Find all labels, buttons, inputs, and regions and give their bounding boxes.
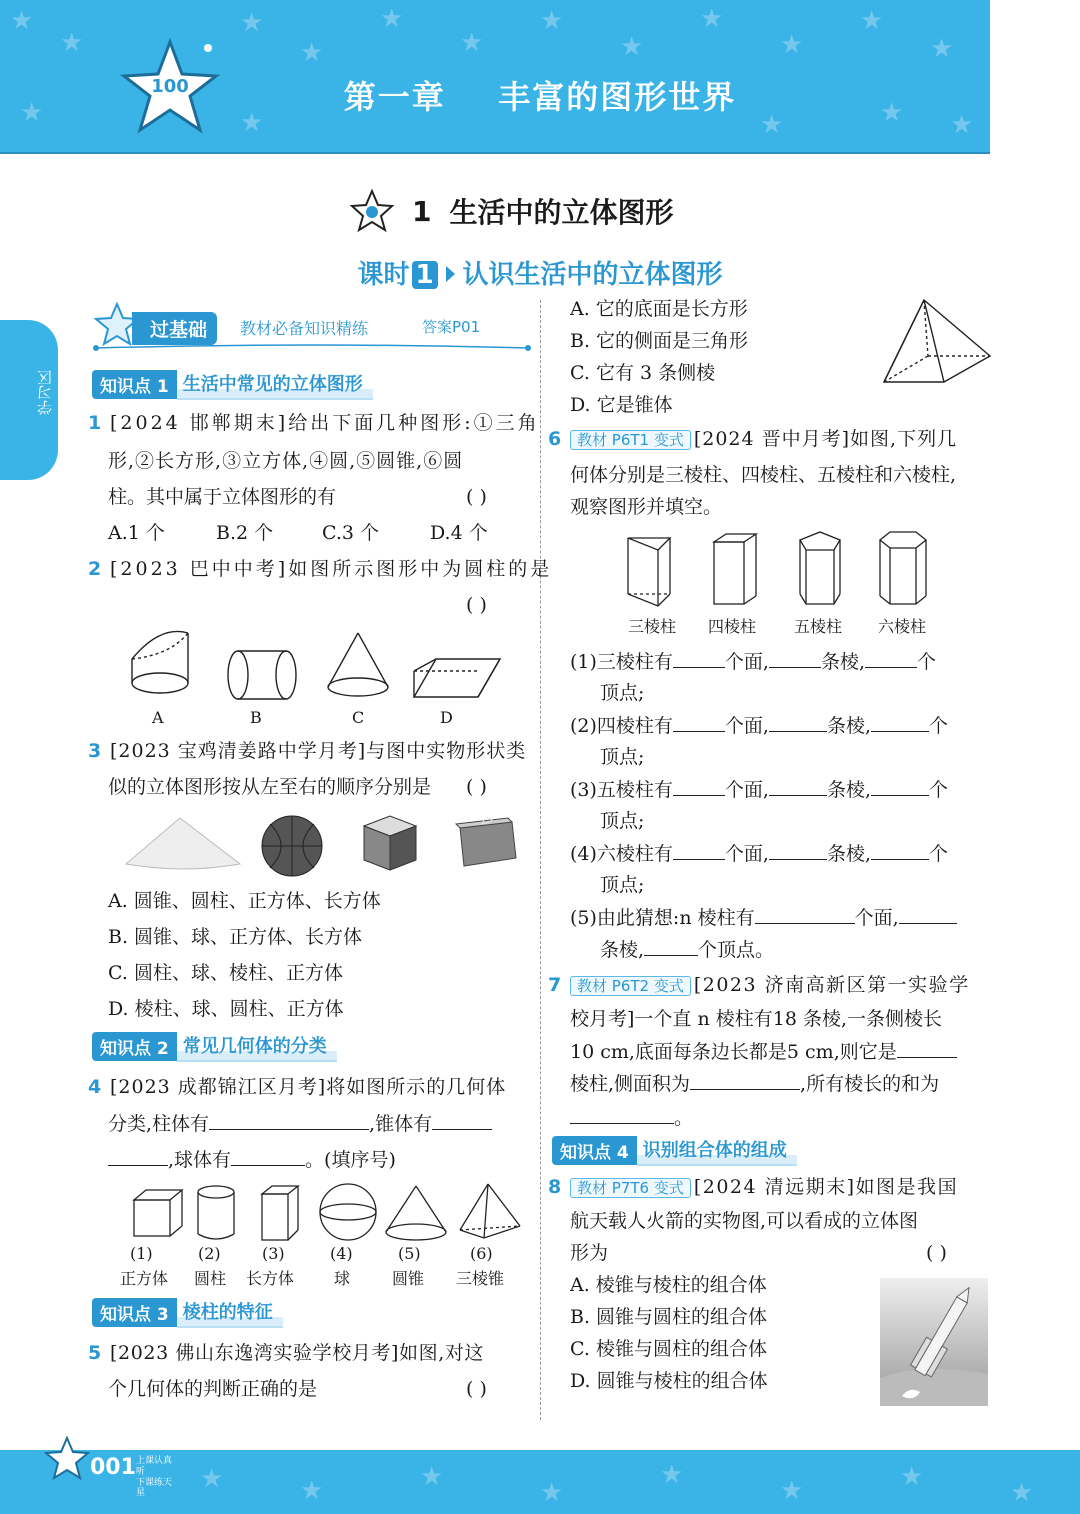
figure-name: 圆柱: [194, 1269, 227, 1288]
star-mascot-footer-icon: [44, 1436, 90, 1482]
kp-text: 棱柱的特征: [177, 1296, 283, 1328]
option-c: C. 棱锥与圆柱的组合体: [570, 1338, 767, 1360]
fill-item-cont: 顶点;: [600, 682, 645, 704]
option-a: A. 它的底面是长方形: [570, 298, 748, 320]
text-fragment: (5)由此猜想:n 棱柱有: [570, 907, 755, 929]
q6-prism-figures: [620, 528, 940, 612]
text-fragment: 条棱,: [826, 779, 872, 801]
lesson-name: 认识生活中的立体图形: [462, 260, 723, 290]
question-text: [2023 成都锦江区月考]将如图所示的几何体: [110, 1076, 507, 1098]
text-fragment: 个面,: [724, 779, 769, 801]
figure-number: (2): [198, 1244, 221, 1263]
figure-label: C: [352, 708, 365, 727]
page-footer: ★ ★ ★ ★ ★ ★ ★ ★: [0, 1450, 1080, 1514]
text-fragment: 个面,: [724, 651, 769, 673]
answer-ref: 答案P01: [422, 318, 481, 336]
figure-name: 正方体: [120, 1269, 169, 1288]
answer-blank[interactable]: [644, 938, 698, 956]
answer-blank[interactable]: [755, 906, 855, 924]
text-fragment: 个: [917, 651, 937, 673]
knowledge-point-4: [552, 1136, 797, 1164]
section-title: 生活中的立体图形: [449, 196, 674, 229]
prism-label: 三棱柱: [628, 617, 677, 636]
knowledge-point-2: [92, 1032, 337, 1060]
question-text: 形为: [570, 1242, 609, 1264]
question-text-line: [570, 1106, 693, 1130]
knowledge-point-1: [92, 370, 373, 398]
textbook-badge: 教材 P6T2 变式: [570, 976, 691, 996]
prism-label: 五棱柱: [794, 617, 843, 636]
prism-label: 四棱柱: [708, 617, 757, 636]
question-text: 柱。其中属于立体图形的有: [108, 486, 337, 508]
figure-name: 长方体: [246, 1269, 295, 1288]
question-text-line: [570, 1040, 957, 1064]
textbook-badge: 教材 P7T6 变式: [570, 1178, 691, 1198]
text-fragment: (2)四棱柱有: [570, 715, 673, 737]
question-text: 形,②长方形,③立方体,④圆,⑤圆锥,⑥圆: [108, 450, 464, 472]
text-fragment: ,球体有: [168, 1149, 232, 1171]
answer-blank[interactable]: [432, 1112, 492, 1130]
option-d: D. 圆锥与棱柱的组合体: [570, 1370, 768, 1392]
text-fragment: 。(填序号): [305, 1149, 396, 1171]
figure-number: (6): [470, 1244, 493, 1263]
kp-tag: 知识点 4: [552, 1136, 637, 1165]
section-number: 1: [412, 194, 432, 228]
question-text-line: [108, 1148, 396, 1172]
text-fragment: 。: [674, 1107, 694, 1129]
answer-blank[interactable]: [231, 1148, 305, 1166]
chapter-banner: ★ ★ ★ ★ ★ ★ ★ ★ ★ ★ ★ ★ ★ ★ ★ ★ ★: [0, 0, 990, 150]
question-text: [2024 清远期末]如图是我国: [693, 1176, 959, 1198]
question-text: [2023 巴中中考]如图所示图形中为圆柱的是: [110, 558, 553, 580]
answer-bracket: ( ): [466, 594, 487, 616]
fill-item: [570, 650, 936, 674]
text-fragment: 个: [929, 715, 949, 737]
fill-item-cont: 顶点;: [600, 874, 645, 896]
text-fragment: 个面,: [724, 843, 769, 865]
figure-name: 圆锥: [392, 1269, 425, 1288]
kp-tag: 知识点 3: [92, 1298, 177, 1327]
answer-blank[interactable]: [871, 842, 929, 860]
slogan-line: 上课认真听: [136, 1456, 173, 1477]
fill-item: [570, 906, 957, 930]
foundation-title: 过基础: [132, 312, 217, 345]
question-text: 观察图形并填空。: [570, 496, 723, 518]
option-b: B. 圆锥与圆柱的组合体: [570, 1306, 768, 1328]
fill-item-cont: 顶点;: [600, 746, 645, 768]
question-text: 个几何体的判断正确的是: [108, 1378, 318, 1400]
answer-blank[interactable]: [673, 714, 725, 732]
option-b: B.2 个: [216, 522, 274, 544]
answer-blank[interactable]: [769, 842, 827, 860]
lesson-title: [0, 254, 1080, 291]
figure-number: (3): [262, 1244, 285, 1263]
option-d: D. 棱柱、球、圆柱、正方体: [108, 998, 344, 1020]
text-fragment: ,锥体有: [369, 1113, 433, 1135]
question-text: 航天载人火箭的实物图,可以看成的立体图: [570, 1210, 919, 1232]
question-text: 何体分别是三棱柱、四棱柱、五棱柱和六棱柱,: [570, 464, 957, 486]
question-text: 似的立体图形按从左至右的顺序分别是: [108, 776, 432, 798]
question-text-line: [108, 1112, 492, 1136]
question-number: 7: [548, 974, 562, 996]
slogan-line: 下课练天星: [136, 1477, 173, 1499]
answer-blank[interactable]: [769, 778, 827, 796]
question-text: [2023 济南高新区第一实验学: [693, 974, 970, 996]
foundation-header: [92, 302, 532, 354]
answer-blank[interactable]: [899, 906, 957, 924]
question-text: [2023 佛山东逸湾实验学校月考]如图,对这: [110, 1342, 485, 1364]
figure-name: 三棱锥: [456, 1269, 505, 1288]
question-number: 6: [548, 428, 562, 450]
figure-number: (1): [130, 1244, 153, 1263]
rocket-photo: [880, 1278, 988, 1406]
answer-blank[interactable]: [108, 1148, 168, 1166]
kp-text: 识别组合体的组成: [637, 1134, 797, 1166]
question-number: 5: [88, 1342, 102, 1364]
star-badge-icon: [350, 189, 394, 233]
question-text-line: [570, 1072, 939, 1096]
lesson-prefix: 课时: [357, 260, 410, 290]
text-fragment: 棱柱,侧面积为: [570, 1073, 691, 1095]
answer-blank[interactable]: [570, 1106, 674, 1124]
option-c: C. 圆柱、球、棱柱、正方体: [108, 962, 343, 984]
question-line: [570, 428, 957, 451]
option-d: D. 它是锥体: [570, 394, 673, 416]
answer-blank[interactable]: [209, 1112, 369, 1130]
fill-item: [570, 842, 948, 866]
text-fragment: (3)五棱柱有: [570, 779, 673, 801]
answer-blank[interactable]: [673, 778, 725, 796]
figure-name: 球: [334, 1269, 351, 1288]
option-d: D.4 个: [430, 522, 488, 544]
foundation-subtitle: 教材必备知识精练: [240, 319, 369, 338]
fill-item: [570, 778, 948, 802]
q4-figures: [128, 1182, 528, 1244]
option-a: A.1 个: [108, 522, 165, 544]
question-line: [570, 1176, 958, 1199]
answer-blank[interactable]: [865, 650, 917, 668]
kp-tag: 知识点 1: [92, 370, 177, 399]
question-number: 3: [88, 740, 102, 762]
foundation-underline: [92, 342, 532, 354]
text-fragment: 10 cm,底面每条边长都是5 cm,则它是: [570, 1041, 897, 1063]
textbook-badge: 教材 P6T1 变式: [570, 430, 691, 450]
answer-blank[interactable]: [871, 778, 929, 796]
option-c: C. 它有 3 条侧棱: [570, 362, 716, 384]
text-fragment: 条棱,: [600, 939, 645, 961]
knowledge-point-3: [92, 1298, 283, 1326]
figure-number: (5): [398, 1244, 421, 1263]
column-divider: [540, 300, 541, 1420]
option-a: A. 棱锥与棱柱的组合体: [570, 1274, 767, 1296]
lesson-number: 1: [412, 261, 438, 289]
chapter-title: 第一章 丰富的图形世界: [343, 78, 737, 116]
figure-label: D: [440, 708, 453, 727]
answer-blank[interactable]: [673, 842, 725, 860]
text-fragment: 个: [929, 779, 949, 801]
question-number: 2: [88, 558, 102, 580]
answer-blank[interactable]: [769, 714, 827, 732]
text-fragment: 个面,: [724, 715, 769, 737]
q2-figures: [120, 625, 510, 705]
text-fragment: 个: [929, 843, 949, 865]
answer-bracket: ( ): [466, 486, 487, 508]
q5-prism-figure: [878, 296, 996, 388]
figure-label: A: [152, 708, 164, 727]
side-tab-label: 学习区: [36, 370, 54, 415]
question-text: [2024 邯郸期末]给出下面几种图形:①三角: [110, 412, 540, 434]
kp-text: 常见几何体的分类: [177, 1030, 337, 1062]
question-text: [2024 晋中月考]如图,下列几: [693, 428, 958, 450]
prism-label: 六棱柱: [878, 617, 927, 636]
footer-slogan: [136, 1456, 180, 1499]
option-a: A. 圆锥、圆柱、正方体、长方体: [108, 890, 381, 912]
page-number: 001: [90, 1455, 136, 1480]
answer-blank[interactable]: [871, 714, 929, 732]
text-fragment: 分类,柱体有: [108, 1113, 210, 1135]
answer-blank[interactable]: [690, 1072, 800, 1090]
answer-blank[interactable]: [673, 650, 725, 668]
text-fragment: 条棱,: [820, 651, 866, 673]
text-fragment: 个面,: [854, 907, 899, 929]
fill-item: [570, 714, 948, 738]
svg-text:100: 100: [151, 76, 189, 97]
option-b: B. 它的侧面是三角形: [570, 330, 749, 352]
figure-number: (4): [330, 1244, 353, 1263]
text-fragment: 条棱,: [826, 843, 872, 865]
option-b: B. 圆锥、球、正方体、长方体: [108, 926, 363, 948]
q3-object-photos: [120, 812, 520, 882]
section-heading: [350, 188, 674, 234]
answer-blank[interactable]: [897, 1040, 957, 1058]
fill-item-cont: 顶点;: [600, 810, 645, 832]
kp-text: 生活中常见的立体图形: [177, 368, 373, 400]
text-fragment: 条棱,: [826, 715, 872, 737]
question-line: [570, 974, 970, 997]
question-number: 8: [548, 1176, 562, 1198]
question-number: 1: [88, 412, 102, 434]
text-fragment: 个顶点。: [698, 939, 775, 961]
text-fragment: (1)三棱柱有: [570, 651, 673, 673]
kp-tag: 知识点 2: [92, 1032, 177, 1061]
arrow-right-icon: [446, 266, 455, 282]
answer-bracket: ( ): [466, 1378, 487, 1400]
text-fragment: (4)六棱柱有: [570, 843, 673, 865]
question-number: 4: [88, 1076, 102, 1098]
question-text: [2023 宝鸡清姜路中学月考]与图中实物形状类: [110, 740, 527, 762]
answer-bracket: ( ): [466, 776, 487, 798]
option-c: C.3 个: [322, 522, 380, 544]
figure-label: B: [250, 708, 262, 727]
question-text: 校月考]一个直 n 棱柱有18 条棱,一条侧棱长: [570, 1008, 942, 1030]
answer-blank[interactable]: [769, 650, 821, 668]
fill-item-cont: [600, 938, 774, 962]
answer-bracket: ( ): [926, 1242, 947, 1264]
text-fragment: ,所有棱长的和为: [800, 1073, 940, 1095]
